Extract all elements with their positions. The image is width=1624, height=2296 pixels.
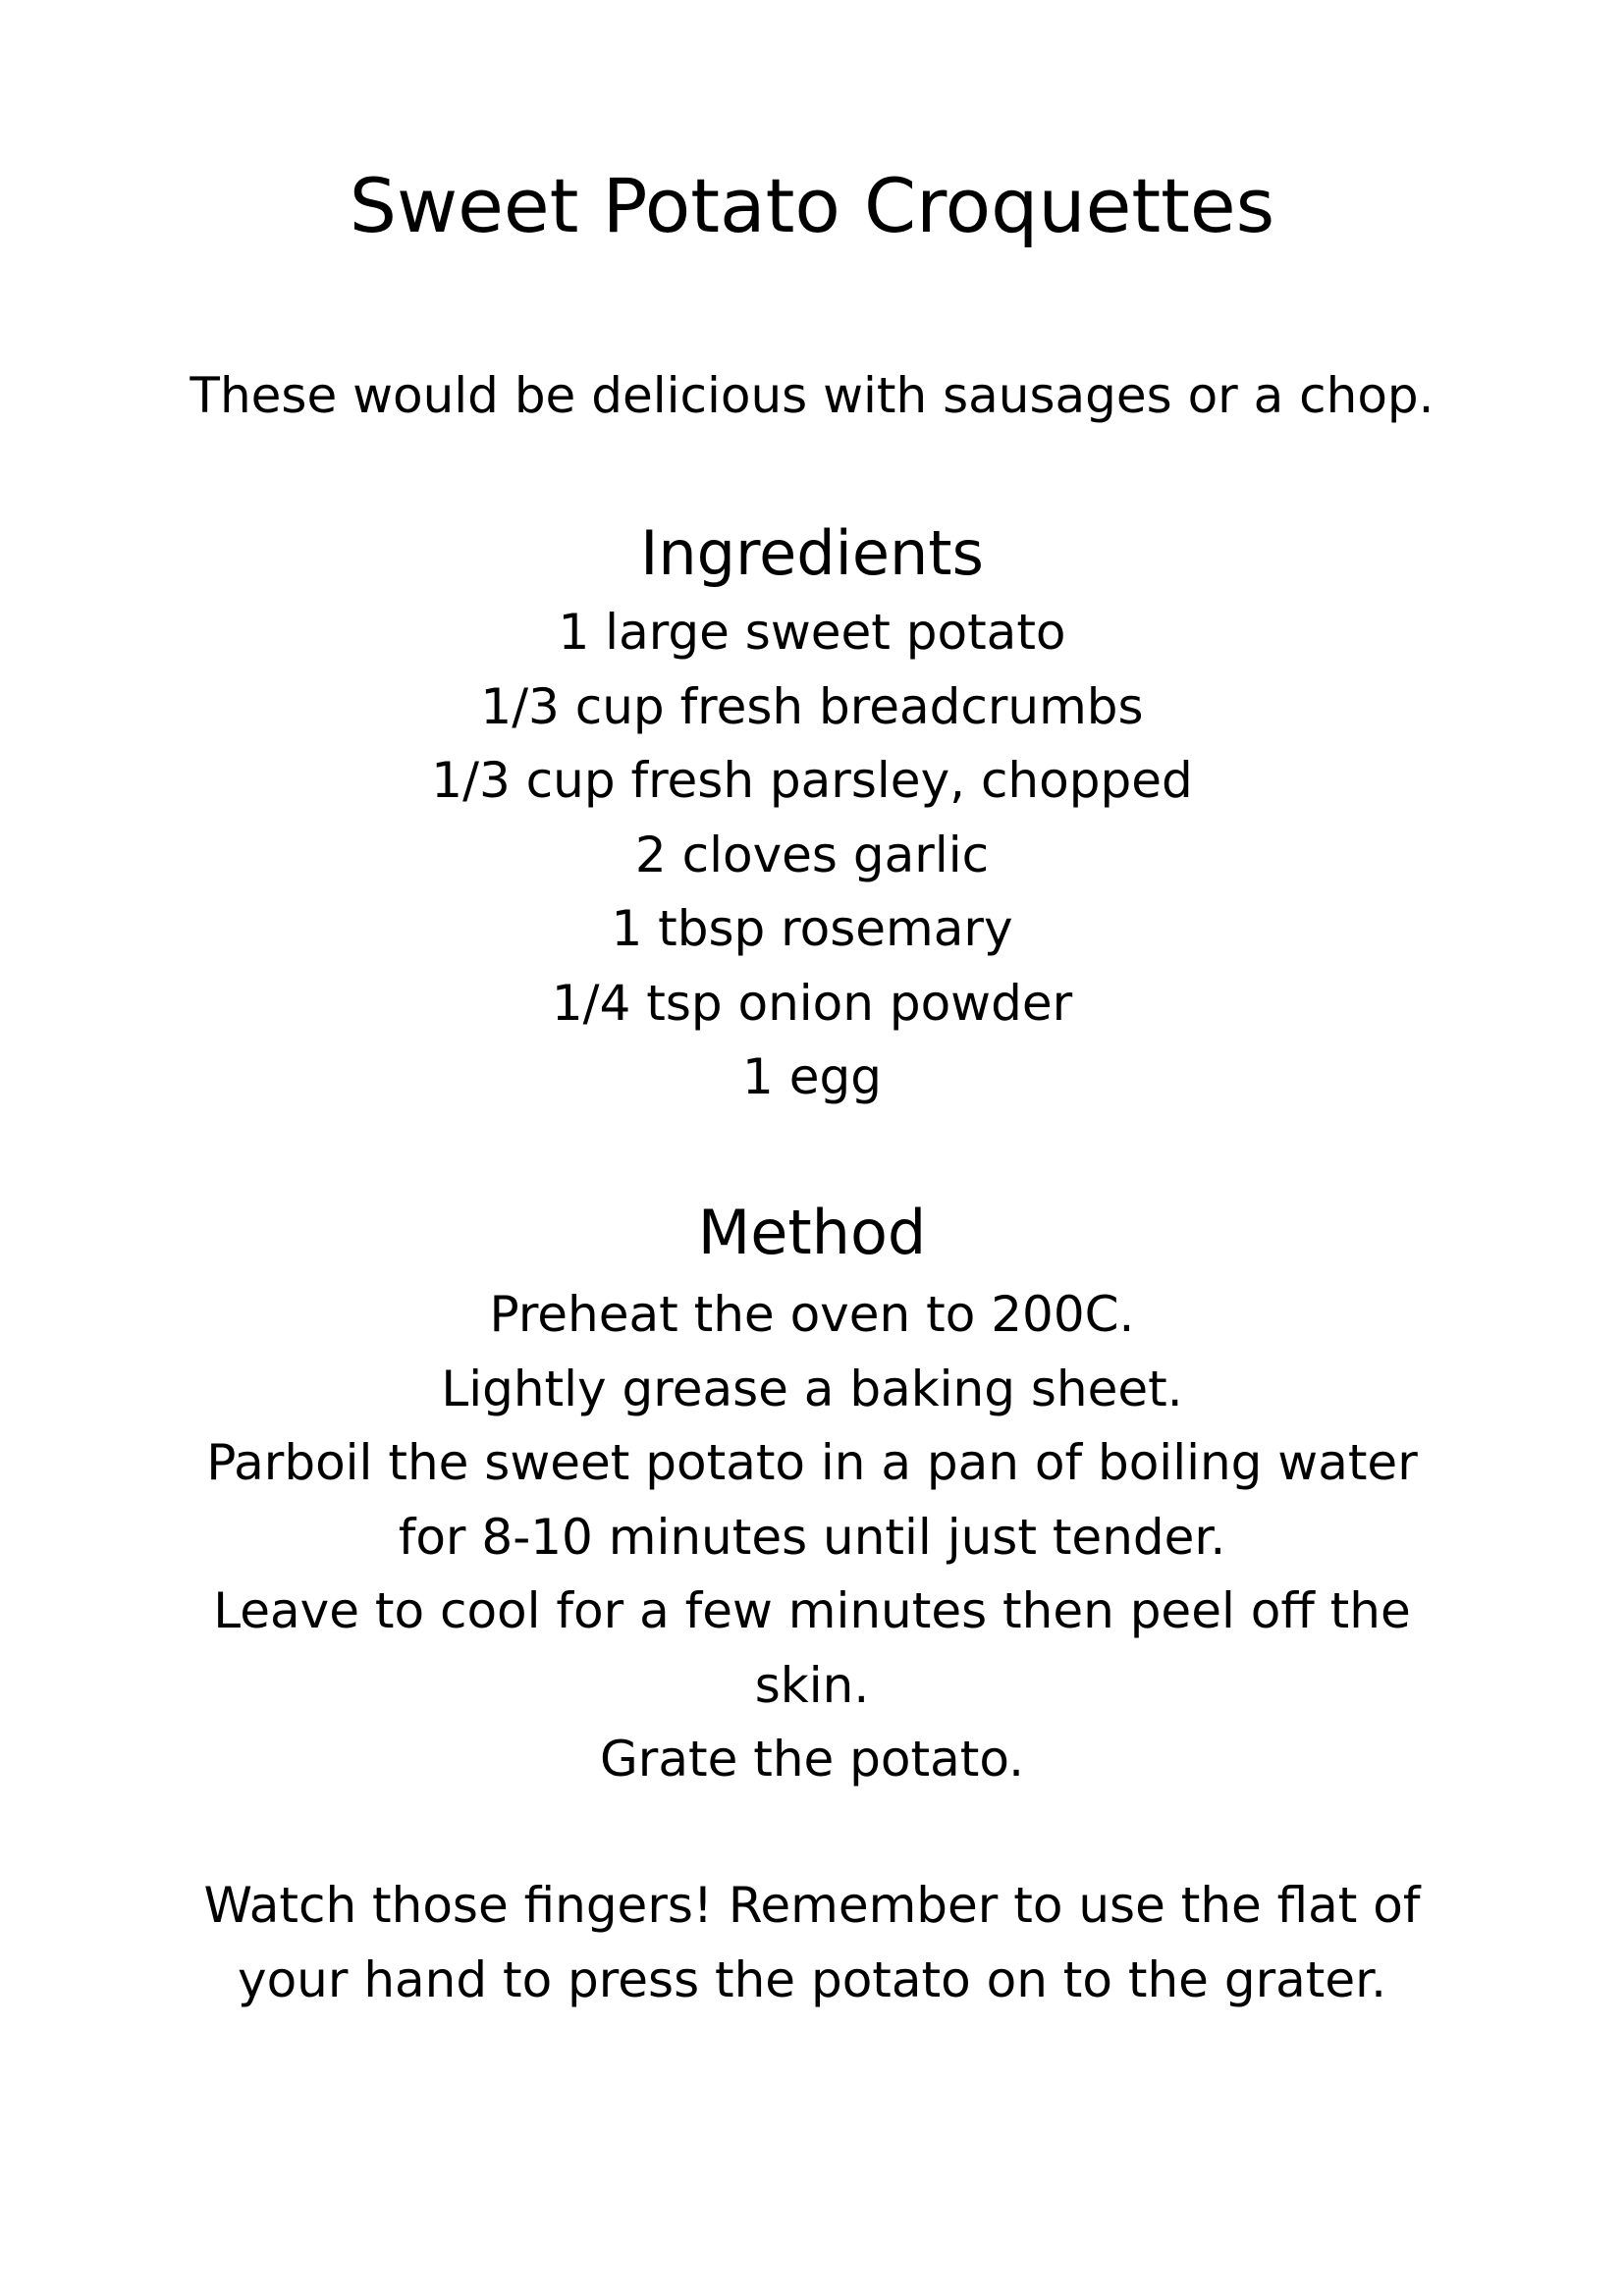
method-line: Lightly grease a baking sheet.	[441, 1360, 1183, 1417]
method-line: Grate the potato.	[600, 1731, 1024, 1788]
method-line: Preheat the oven to 200C.	[489, 1286, 1135, 1343]
ingredient-item: 1 large sweet potato	[558, 604, 1066, 661]
ingredient-item: 2 cloves garlic	[634, 826, 990, 883]
ingredient-item: 1/3 cup fresh parsley, chopped	[431, 752, 1193, 809]
recipe-title: Sweet Potato Croquettes	[349, 162, 1275, 249]
ingredient-item: 1/3 cup fresh breadcrumbs	[480, 677, 1144, 735]
ingredient-item: 1/4 tsp onion powder	[551, 974, 1073, 1032]
method-line: skin.	[754, 1656, 870, 1714]
tip-line: Watch those fingers! Remember to use the flat of	[203, 1877, 1421, 1934]
method-line: Leave to cool for a few minutes then peel off the	[213, 1582, 1411, 1639]
method-line: Parboil the sweet potato in a pan of boiling water	[206, 1434, 1418, 1491]
method-steps	[0, 1278, 1624, 1797]
method-heading: Method	[697, 1197, 927, 1268]
method-line: for 8-10 minutes until just tender.	[398, 1508, 1226, 1566]
ingredient-item: 1 tbsp rosemary	[611, 900, 1013, 957]
ingredient-item: 1 egg	[742, 1048, 882, 1105]
tip-line: your hand to press the potato on to the grater.	[238, 1950, 1386, 2008]
ingredients-heading: Ingredients	[640, 517, 984, 589]
safety-tip	[0, 1869, 1624, 2017]
recipe-intro: These would be delicious with sausages or a chop.	[189, 367, 1435, 424]
ingredients-list	[0, 596, 1624, 1115]
